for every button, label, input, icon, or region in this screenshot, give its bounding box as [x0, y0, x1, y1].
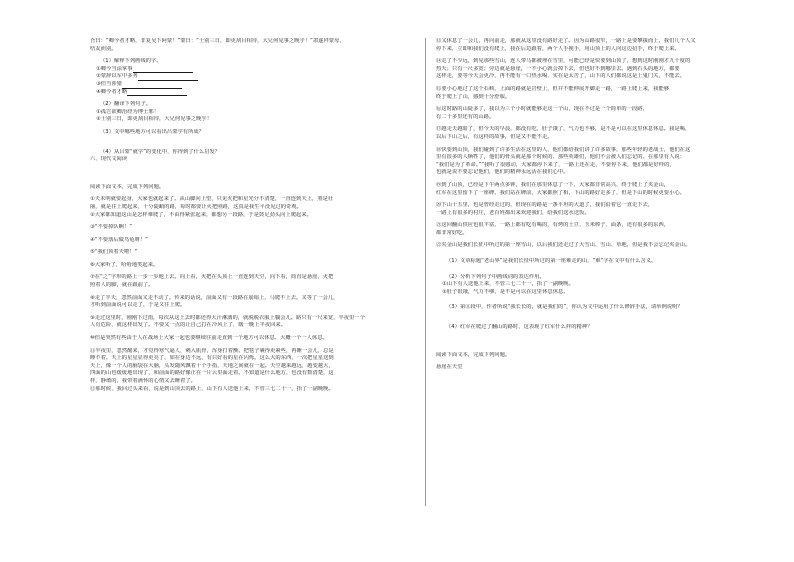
- intro-line: 结友而别。: [90, 45, 117, 52]
- paragraph-line: 都非常好吃。: [436, 229, 468, 236]
- paragraph-line: ⑯这时路的山陡多了，我以为三个小时就能够走这一个山，现在不过是一个简单的一段路，: [436, 106, 648, 113]
- paragraph-line: 以后下山之后，有这样的故事，但是又不能不走。: [436, 133, 553, 140]
- paragraph-line: ④“不要落后做鸟龟呀！”: [90, 236, 148, 243]
- question-2-title: （2）翻译下列句子。: [100, 101, 152, 108]
- question-4: （4）从吕蒙“就学”的变化中，你得到了什么启发？: [100, 148, 221, 155]
- paragraph-line: ⑤“我们顶着天啦！”: [90, 249, 138, 256]
- column-divider: [425, 38, 426, 506]
- paragraph-line: 热天；只有一尺多宽；旁边就是悬崖，一不小心就会掉下去，但也好不到哪里去。遇到石头的地方，都要: [436, 65, 680, 72]
- paragraph-line: 睡不着。天上的星星显得更亮了，如在身边不远，有只好看的星在闪烁。这么大的东西，一次把星星送到: [90, 355, 334, 362]
- reading-prompt: 阅读下面文本，完成下列问题。: [90, 183, 165, 190]
- left-column: [90, 38, 428, 393]
- question-2-item: ①孤岂欲卿治经为博士邪！: [96, 108, 160, 115]
- question-1-item: ①卿今当涂掌事: [90, 66, 428, 74]
- paragraph-line: 样，静谧的，我带着满怀的心情又去睡着了。: [90, 378, 196, 384]
- right-column: [436, 38, 774, 372]
- paragraph-line: 停下来，立即和我们没有爬上，我在后边跟着，两个人手挽手，用山顶上的人向这边招手，终于爬上来。: [436, 45, 680, 52]
- question-3: （3）第⑪段中，作者所说“我长长的，就是我们的”，你认为文中运用了什么修辞手法，请举例说明？: [446, 304, 683, 311]
- reading-prompt: 阅读下面文本，完成下列问题。: [436, 351, 511, 358]
- paragraph-line: 一路上有很多的村庄，老百姓都出来欢迎我们，给我们送水送饭。: [436, 209, 590, 216]
- paragraph-line: “我们是为了革命。””我听了很感动，大家都停下来了，一路上还在走，不要停下来，他们都是好样的，: [436, 161, 675, 168]
- paragraph-line: 也就是说不要忘记他们，他们的精神永远活在我们心中。: [436, 169, 569, 176]
- paragraph-line: ⑬又休息了一会儿，再向前走，那就从这里没有路好走了。因为山路很窄，一路上是要攀援而上，我们几个人又: [436, 38, 696, 44]
- intro-line: 吾曰：“卿今者才略，非复吴下阿蒙！”蒙曰：“士别三日，即更刮目相待，大兄何见事之晚乎！”肃遂拜蒙母，: [90, 38, 345, 44]
- paragraph-line: 照着人的脚，就在跟前了。: [90, 282, 154, 289]
- paragraph-line: ⑥大家听了，哈哈地笑起来。: [90, 261, 159, 268]
- question-1-item: ④卿今者才略: [90, 89, 428, 97]
- paragraph-line: 有二十多里还有的山路。: [436, 113, 495, 120]
- paragraph-line: ①天未明就要起身，大家也就起来了。从山脚向上望，只见火把和星光分不清楚，一直连到天上，煞是壮: [90, 196, 334, 203]
- question-3: （3）文中哪些地方可以看出吕蒙学有所成？: [100, 128, 205, 135]
- paragraph-line: 人有危险，就这样出发了。不要又一点的让自己打在冷风上了，暖一晚上半夜回来。: [90, 322, 286, 329]
- question-2-item: ②肚子很饿，气力不够，是不是可以在这里休息休息。: [442, 288, 569, 295]
- paragraph-line: 才听到前面说可以走了，于是又往上爬。: [90, 302, 186, 309]
- paragraph-line: ⑲到了山顶，已经是下午两点多钟，我们在那里休息了一下，大家都非常高兴，终于爬上了夹金山，: [436, 181, 670, 188]
- paragraph-line: ㉑这回翻山供应也很丰富，一路上都有吃有喝的，有烤的土豆、玉米棒子、面条，还有很多的东西，: [436, 222, 670, 229]
- paragraph-line: 天上，像一个人的脑袋在大脑，头发随风飘着十个手指，天地之间就在一起。天空越来越远，越变越大，: [90, 362, 334, 369]
- paragraph-line: ⑱快要到山顶，我们碰到了许多生活在这里的人，他们都给我们讲了许多故事，那些年轻的老战士，他们在这: [436, 146, 691, 153]
- paragraph-line: ②大家都知道这山是怎样难爬了，不由得紧张起来，都想另一段路，于是鼓足劲头向上爬起来。: [90, 211, 312, 218]
- paragraph-line: ⑭走了不少远，到见那些雪山，连人带马都被埋在雪里，可能已经是快要到山顶了，想到这时刚刚才九十度的: [436, 58, 691, 65]
- question-2-item: ①山下有人送他上来，不管三七二十一，抬了一副晚晚。: [442, 281, 574, 288]
- question-2-title: （2）分析下列句子中画线词的表达作用。: [446, 273, 545, 280]
- paragraph-line: 里有很多的人牺牲了，他们的骨头就是那个时候的，那些英雄们，他们不会被人们忘记的。在那里有人说：: [436, 154, 685, 161]
- paragraph-line: ⑫那时候，我回过头来看，说是到山顶去的路上，山下有人送他上来，不管三七二十一，抬了一副晚晚。: [90, 385, 334, 392]
- paragraph-line: ⑨走过这里时，刚刚下过雨，每次从这上去时都还得大汗淋漓的，就脱脱衣服上躺会儿。路只有一尺来宽，半夜里一个: [90, 314, 365, 321]
- paragraph-line: ⑪半夜里，忽然醒来，才觉得寒气逼人，刺入肌骨，浑身打着颤。把毯子裹得更紧些，再睡一会儿，总是: [90, 347, 334, 354]
- paragraph-line: 这样走，要等今天会更冷，再不能有一口热水喝，实在是太苦了，山下的人们都说这是上鬼门关，不能去。: [436, 73, 685, 80]
- question-4: （4）红军在爬过了翻山的路时，这表现了红军什么样的精神？: [446, 324, 593, 331]
- next-text-title: 悬崖在天堂: [436, 364, 463, 371]
- paragraph-line: ⑦在“之”字形的路上一步一步地上去。向上看，火把在头顶上一直连到天空，向下看，简直是悬崖，火把: [90, 274, 334, 281]
- paragraph-line: ⑰越走天越暗了，但今天的早晨，都没有吃，肚子饿了，气力也不够，是不是可以在这里休息休息。我是喝，: [436, 126, 691, 133]
- paragraph-line: ⑩但是突然有些由于人在战场上大家一起也要继续往前走直到一个地方可以休息，大概一个一人休息。: [90, 335, 328, 342]
- paragraph-line: ③“不要掉队啊！”: [90, 224, 133, 231]
- section-heading: 六、现代文阅读: [90, 156, 128, 163]
- paragraph-line: 丽，就是往上爬起来，十分陡峭的路，每时都要让火把照路，这真是我生平没见过的奇观。: [90, 203, 302, 210]
- paragraph-line: ㉒夹金山是我们长征中所过的第一座雪山，以后我们还走过了大雪山、雪山、草地，但是我不会忘记夹金山。: [436, 242, 691, 249]
- question-2-item: ②士别三日，即更刮目相待，大兄何见事之晚乎！: [96, 116, 212, 123]
- paragraph-line: 终于爬上了山，感到十分舒服。: [436, 93, 511, 100]
- question-1: （1）文章标题“老山界”是我们长征中所过的第一座难走的山，“难”字在文中有什么含义。: [446, 258, 657, 265]
- question-1-item: ②蒙辞以军中多务: [90, 73, 428, 81]
- paragraph-line: ⑮要小心地过了这个石峡，上面的路就是岩壁上，但并不能伸展开脚走一路，一路上爬上来，我能够: [436, 85, 670, 92]
- paragraph-line: 四面的山也缓缓地出现了，和前面的路好像正在一片云里面走着。不知道是什么地方，也没有数清楚，这: [90, 370, 334, 377]
- question-1-title: （1）解释下列画线的字。: [100, 58, 162, 65]
- question-1-item: ③但当涉猎: [90, 81, 428, 89]
- paragraph-line: 红军在这里留下了一座碑，我们站在碑前，大家都照了相，下山的路好走多了，但是下山的时候更要小心。: [436, 189, 685, 196]
- paragraph-line: ⑳下山十五里，也是曾经走过的，但现在的路是一条平坦的大道了，我们沿着它一直走下去，: [436, 202, 654, 209]
- paragraph-line: ⑧走了半天，忽然前面又走不动了。传来的话说，前面又有一段路在崩塌上，马爬不上去。又等了一会儿，: [90, 294, 339, 301]
